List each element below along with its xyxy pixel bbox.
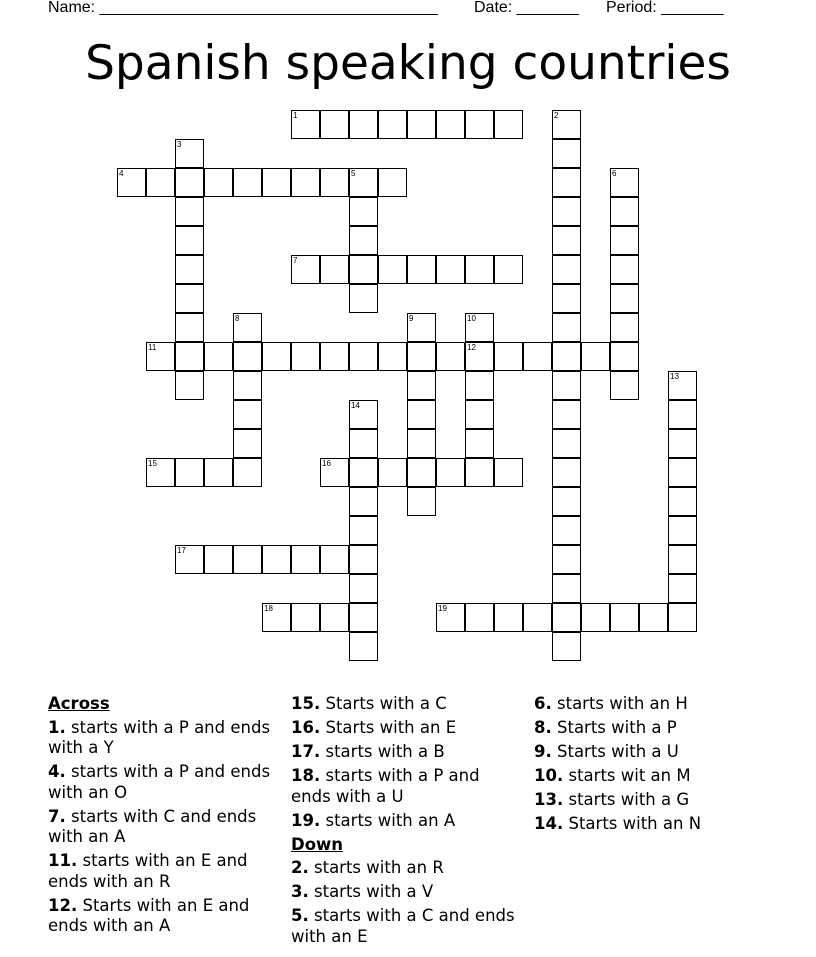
clue-number-13: 13 [670, 372, 679, 381]
grid-cell[interactable] [581, 342, 610, 371]
grid-cell[interactable] [552, 400, 581, 429]
grid-cell[interactable] [175, 458, 204, 487]
clue-number-2: 2 [554, 111, 559, 120]
grid-cell[interactable] [204, 545, 233, 574]
clue-number-6: 6 [612, 169, 617, 178]
clue-column-1 [48, 694, 280, 940]
grid-cell[interactable] [378, 458, 407, 487]
clue-number-9: 9 [409, 314, 414, 323]
grid-cell[interactable] [552, 139, 581, 168]
clue-down-9: 9. Starts with a U [534, 742, 679, 761]
grid-cell[interactable] [233, 429, 262, 458]
grid-cell[interactable] [349, 429, 378, 458]
grid-cell[interactable] [552, 458, 581, 487]
grid-cell[interactable] [494, 458, 523, 487]
grid-cell[interactable] [175, 313, 204, 342]
grid-cell[interactable] [349, 545, 378, 574]
grid-cell[interactable] [291, 342, 320, 371]
grid-cell[interactable] [349, 226, 378, 255]
grid-cell[interactable] [610, 284, 639, 313]
clue-across-4: 4. starts with a P and ends with an O [48, 762, 271, 802]
grid-cell[interactable] [465, 429, 494, 458]
grid-cell[interactable] [552, 371, 581, 400]
grid-cell[interactable] [349, 458, 378, 487]
grid-cell[interactable] [233, 342, 262, 371]
grid-cell[interactable] [407, 371, 436, 400]
clue-number-11: 11 [148, 343, 157, 352]
grid-cell[interactable] [349, 603, 378, 632]
grid-cell[interactable] [291, 603, 320, 632]
grid-cell[interactable] [610, 313, 639, 342]
grid-cell[interactable] [465, 603, 494, 632]
grid-cell[interactable] [668, 574, 697, 603]
grid-cell[interactable] [552, 429, 581, 458]
grid-cell[interactable] [668, 603, 697, 632]
across-heading: Across [48, 694, 110, 713]
grid-cell[interactable] [523, 603, 552, 632]
grid-cell[interactable] [320, 255, 349, 284]
grid-cell[interactable] [668, 516, 697, 545]
grid-cell[interactable] [407, 110, 436, 139]
grid-cell[interactable] [552, 574, 581, 603]
clue-number-8: 8 [235, 314, 240, 323]
grid-cell[interactable] [378, 168, 407, 197]
grid-cell[interactable] [146, 168, 175, 197]
grid-cell[interactable] [494, 110, 523, 139]
grid-cell[interactable] [291, 545, 320, 574]
clue-down-5: 5. starts with a C and ends with an E [291, 906, 515, 946]
grid-cell[interactable] [465, 400, 494, 429]
clue-across-7: 7. starts with C and ends with an A [48, 806, 257, 846]
grid-cell[interactable] [407, 429, 436, 458]
grid-cell[interactable] [407, 400, 436, 429]
clue-across-18: 18. starts with a P and ends with a U [291, 766, 480, 806]
grid-cell[interactable] [668, 545, 697, 574]
clue-across-1: 1. starts with a P and ends with a Y [48, 717, 271, 757]
clue-number-19: 19 [438, 604, 447, 613]
grid-cell[interactable] [378, 255, 407, 284]
clue-down-8: 8. Starts with a P [534, 718, 677, 737]
clue-number-18: 18 [264, 604, 273, 613]
clue-down-2: 2. starts with an R [291, 858, 444, 877]
clue-column-2 [291, 694, 516, 951]
page-title: Spanish speaking countries [85, 36, 731, 91]
grid-cell[interactable] [349, 342, 378, 371]
date-field[interactable]: Date: _______ [474, 0, 579, 16]
grid-cell[interactable] [610, 226, 639, 255]
grid-cell[interactable] [320, 110, 349, 139]
grid-cell[interactable] [523, 342, 552, 371]
clue-number-1: 1 [293, 111, 298, 120]
clue-number-4: 4 [119, 169, 124, 178]
grid-cell[interactable] [320, 168, 349, 197]
grid-cell[interactable] [494, 603, 523, 632]
clue-column-3 [534, 694, 784, 838]
clue-number-7: 7 [293, 256, 298, 265]
grid-cell[interactable] [233, 371, 262, 400]
grid-cell[interactable] [349, 255, 378, 284]
grid-cell[interactable] [175, 342, 204, 371]
grid-cell[interactable] [204, 168, 233, 197]
clue-across-15: 15. Starts with a C [291, 694, 447, 713]
grid-cell[interactable] [552, 197, 581, 226]
grid-cell[interactable] [320, 603, 349, 632]
grid-cell[interactable] [407, 255, 436, 284]
grid-cell[interactable] [175, 226, 204, 255]
grid-cell[interactable] [494, 255, 523, 284]
grid-cell[interactable] [581, 603, 610, 632]
grid-cell[interactable] [407, 487, 436, 516]
grid-cell[interactable] [175, 168, 204, 197]
grid-cell[interactable] [668, 487, 697, 516]
grid-cell[interactable] [349, 197, 378, 226]
clue-across-12: 12. Starts with an E and ends with an A [48, 895, 250, 935]
grid-cell[interactable] [436, 458, 465, 487]
clue-down-13: 13. starts with a G [534, 790, 690, 809]
grid-cell[interactable] [233, 458, 262, 487]
clue-down-3: 3. starts with a V [291, 882, 434, 901]
grid-cell[interactable] [349, 632, 378, 661]
grid-cell[interactable] [610, 255, 639, 284]
grid-cell[interactable] [349, 284, 378, 313]
grid-cell[interactable] [320, 342, 349, 371]
grid-cell[interactable] [610, 603, 639, 632]
clue-across-19: 19. starts with an A [291, 810, 456, 830]
grid-cell[interactable] [349, 574, 378, 603]
grid-cell[interactable] [407, 342, 436, 371]
grid-cell[interactable] [262, 342, 291, 371]
grid-cell[interactable] [552, 545, 581, 574]
clue-down-14: 14. Starts with an N [534, 814, 702, 833]
period-field[interactable]: Period: _______ [606, 0, 724, 16]
clue-number-3: 3 [177, 140, 182, 149]
grid-cell[interactable] [436, 110, 465, 139]
grid-cell[interactable] [436, 342, 465, 371]
grid-cell[interactable] [552, 168, 581, 197]
grid-cell[interactable] [262, 545, 291, 574]
grid-cell[interactable] [552, 516, 581, 545]
grid-cell[interactable] [175, 255, 204, 284]
grid-cell[interactable] [465, 110, 494, 139]
clue-across-16: 16. Starts with an E [291, 718, 457, 737]
clue-number-15: 15 [148, 459, 157, 468]
clue-across-11: 11. starts with an E and ends with an R [48, 851, 248, 891]
grid-cell[interactable] [552, 342, 581, 371]
grid-cell[interactable] [378, 110, 407, 139]
grid-cell[interactable] [552, 284, 581, 313]
grid-cell[interactable] [610, 371, 639, 400]
grid-cell[interactable] [552, 255, 581, 284]
clue-number-5: 5 [351, 169, 356, 178]
clue-down-10: 10. starts wit an M [534, 766, 691, 785]
grid-cell[interactable] [639, 603, 668, 632]
grid-cell[interactable] [668, 429, 697, 458]
grid-cell[interactable] [465, 255, 494, 284]
grid-cell[interactable] [175, 197, 204, 226]
clue-number-17: 17 [177, 546, 186, 555]
grid-cell[interactable] [407, 458, 436, 487]
grid-cell[interactable] [552, 226, 581, 255]
grid-cell[interactable] [204, 342, 233, 371]
clue-across-17: 17. starts with a B [291, 742, 445, 761]
grid-cell[interactable] [552, 313, 581, 342]
grid-cell[interactable] [233, 545, 262, 574]
grid-cell[interactable] [378, 342, 407, 371]
grid-cell[interactable] [175, 371, 204, 400]
grid-cell[interactable] [233, 168, 262, 197]
name-field[interactable]: Name: ______________________________________ [48, 0, 438, 16]
grid-cell[interactable] [291, 168, 320, 197]
grid-cell[interactable] [233, 400, 262, 429]
grid-cell[interactable] [320, 545, 349, 574]
grid-cell[interactable] [175, 284, 204, 313]
grid-cell[interactable] [552, 603, 581, 632]
grid-cell[interactable] [262, 168, 291, 197]
grid-cell[interactable] [552, 632, 581, 661]
clue-number-10: 10 [467, 314, 476, 323]
grid-cell[interactable] [349, 516, 378, 545]
grid-cell[interactable] [610, 197, 639, 226]
clue-number-12: 12 [467, 343, 476, 352]
clue-down-6: 6. starts with an H [534, 694, 688, 713]
clue-number-16: 16 [322, 459, 331, 468]
grid-cell[interactable] [349, 487, 378, 516]
grid-cell[interactable] [465, 371, 494, 400]
grid-cell[interactable] [610, 342, 639, 371]
grid-cell[interactable] [465, 458, 494, 487]
grid-cell[interactable] [436, 255, 465, 284]
down-heading: Down [291, 834, 344, 854]
grid-cell[interactable] [349, 110, 378, 139]
grid-cell[interactable] [668, 400, 697, 429]
clue-number-14: 14 [351, 401, 360, 410]
grid-cell[interactable] [668, 458, 697, 487]
grid-cell[interactable] [204, 458, 233, 487]
grid-cell[interactable] [494, 342, 523, 371]
grid-cell[interactable] [552, 487, 581, 516]
